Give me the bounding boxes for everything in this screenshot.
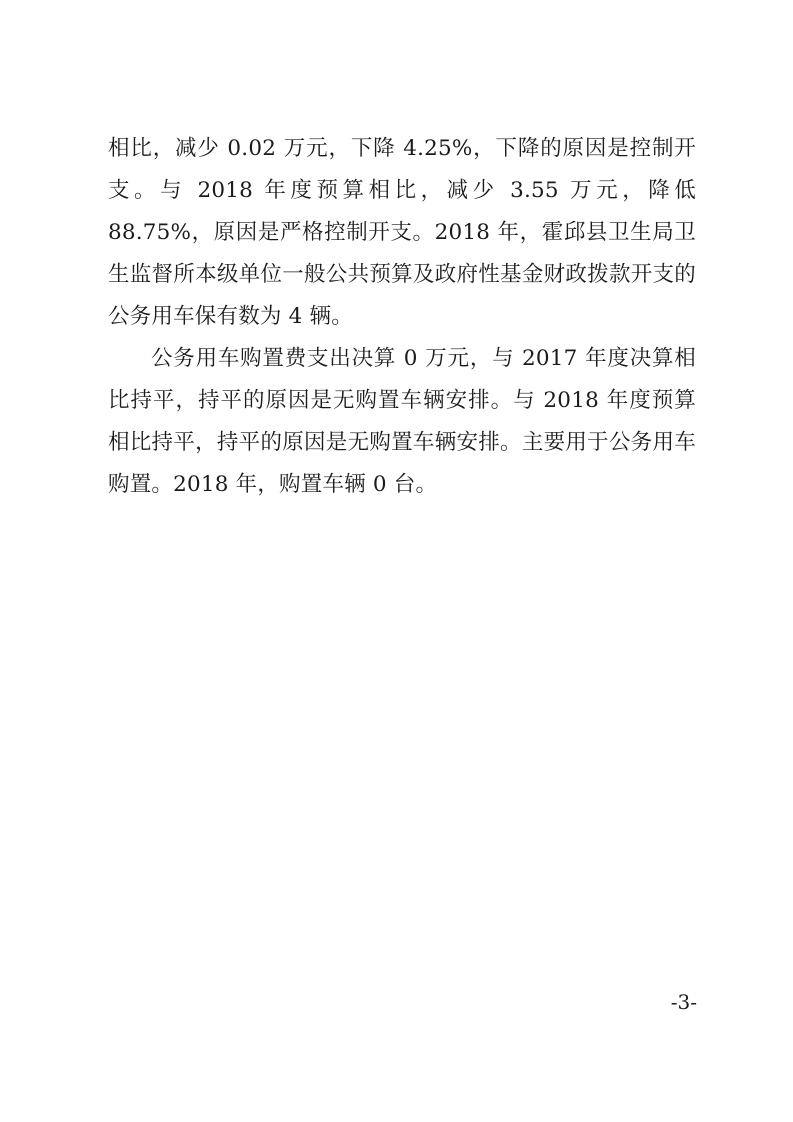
page-number: -3-: [670, 990, 697, 1014]
document-body: [108, 128, 696, 506]
body-paragraph-2: 公务用车购置费支出决算 0 万元，与 2017 年度决算相比持平，持平的原因是无购置车辆安排。与 2018 年度预算相比持平，持平的原因是无购置车辆安排。主要用于公务用车购置。2018 年，购置车辆 0 台。: [108, 346, 696, 497]
body-paragraph-1: 相比，减少 0.02 万元，下降 4.25%，下降的原因是控制开支。与 2018 年度预算相比，减少 3.55 万元，降低 88.75%，原因是严格控制开支。2018 年，霍邱县卫生局卫生监督所本级单位一般公共预算及政府性基金财政拨款开支的公务用车保有数为 4 辆。: [108, 136, 696, 329]
